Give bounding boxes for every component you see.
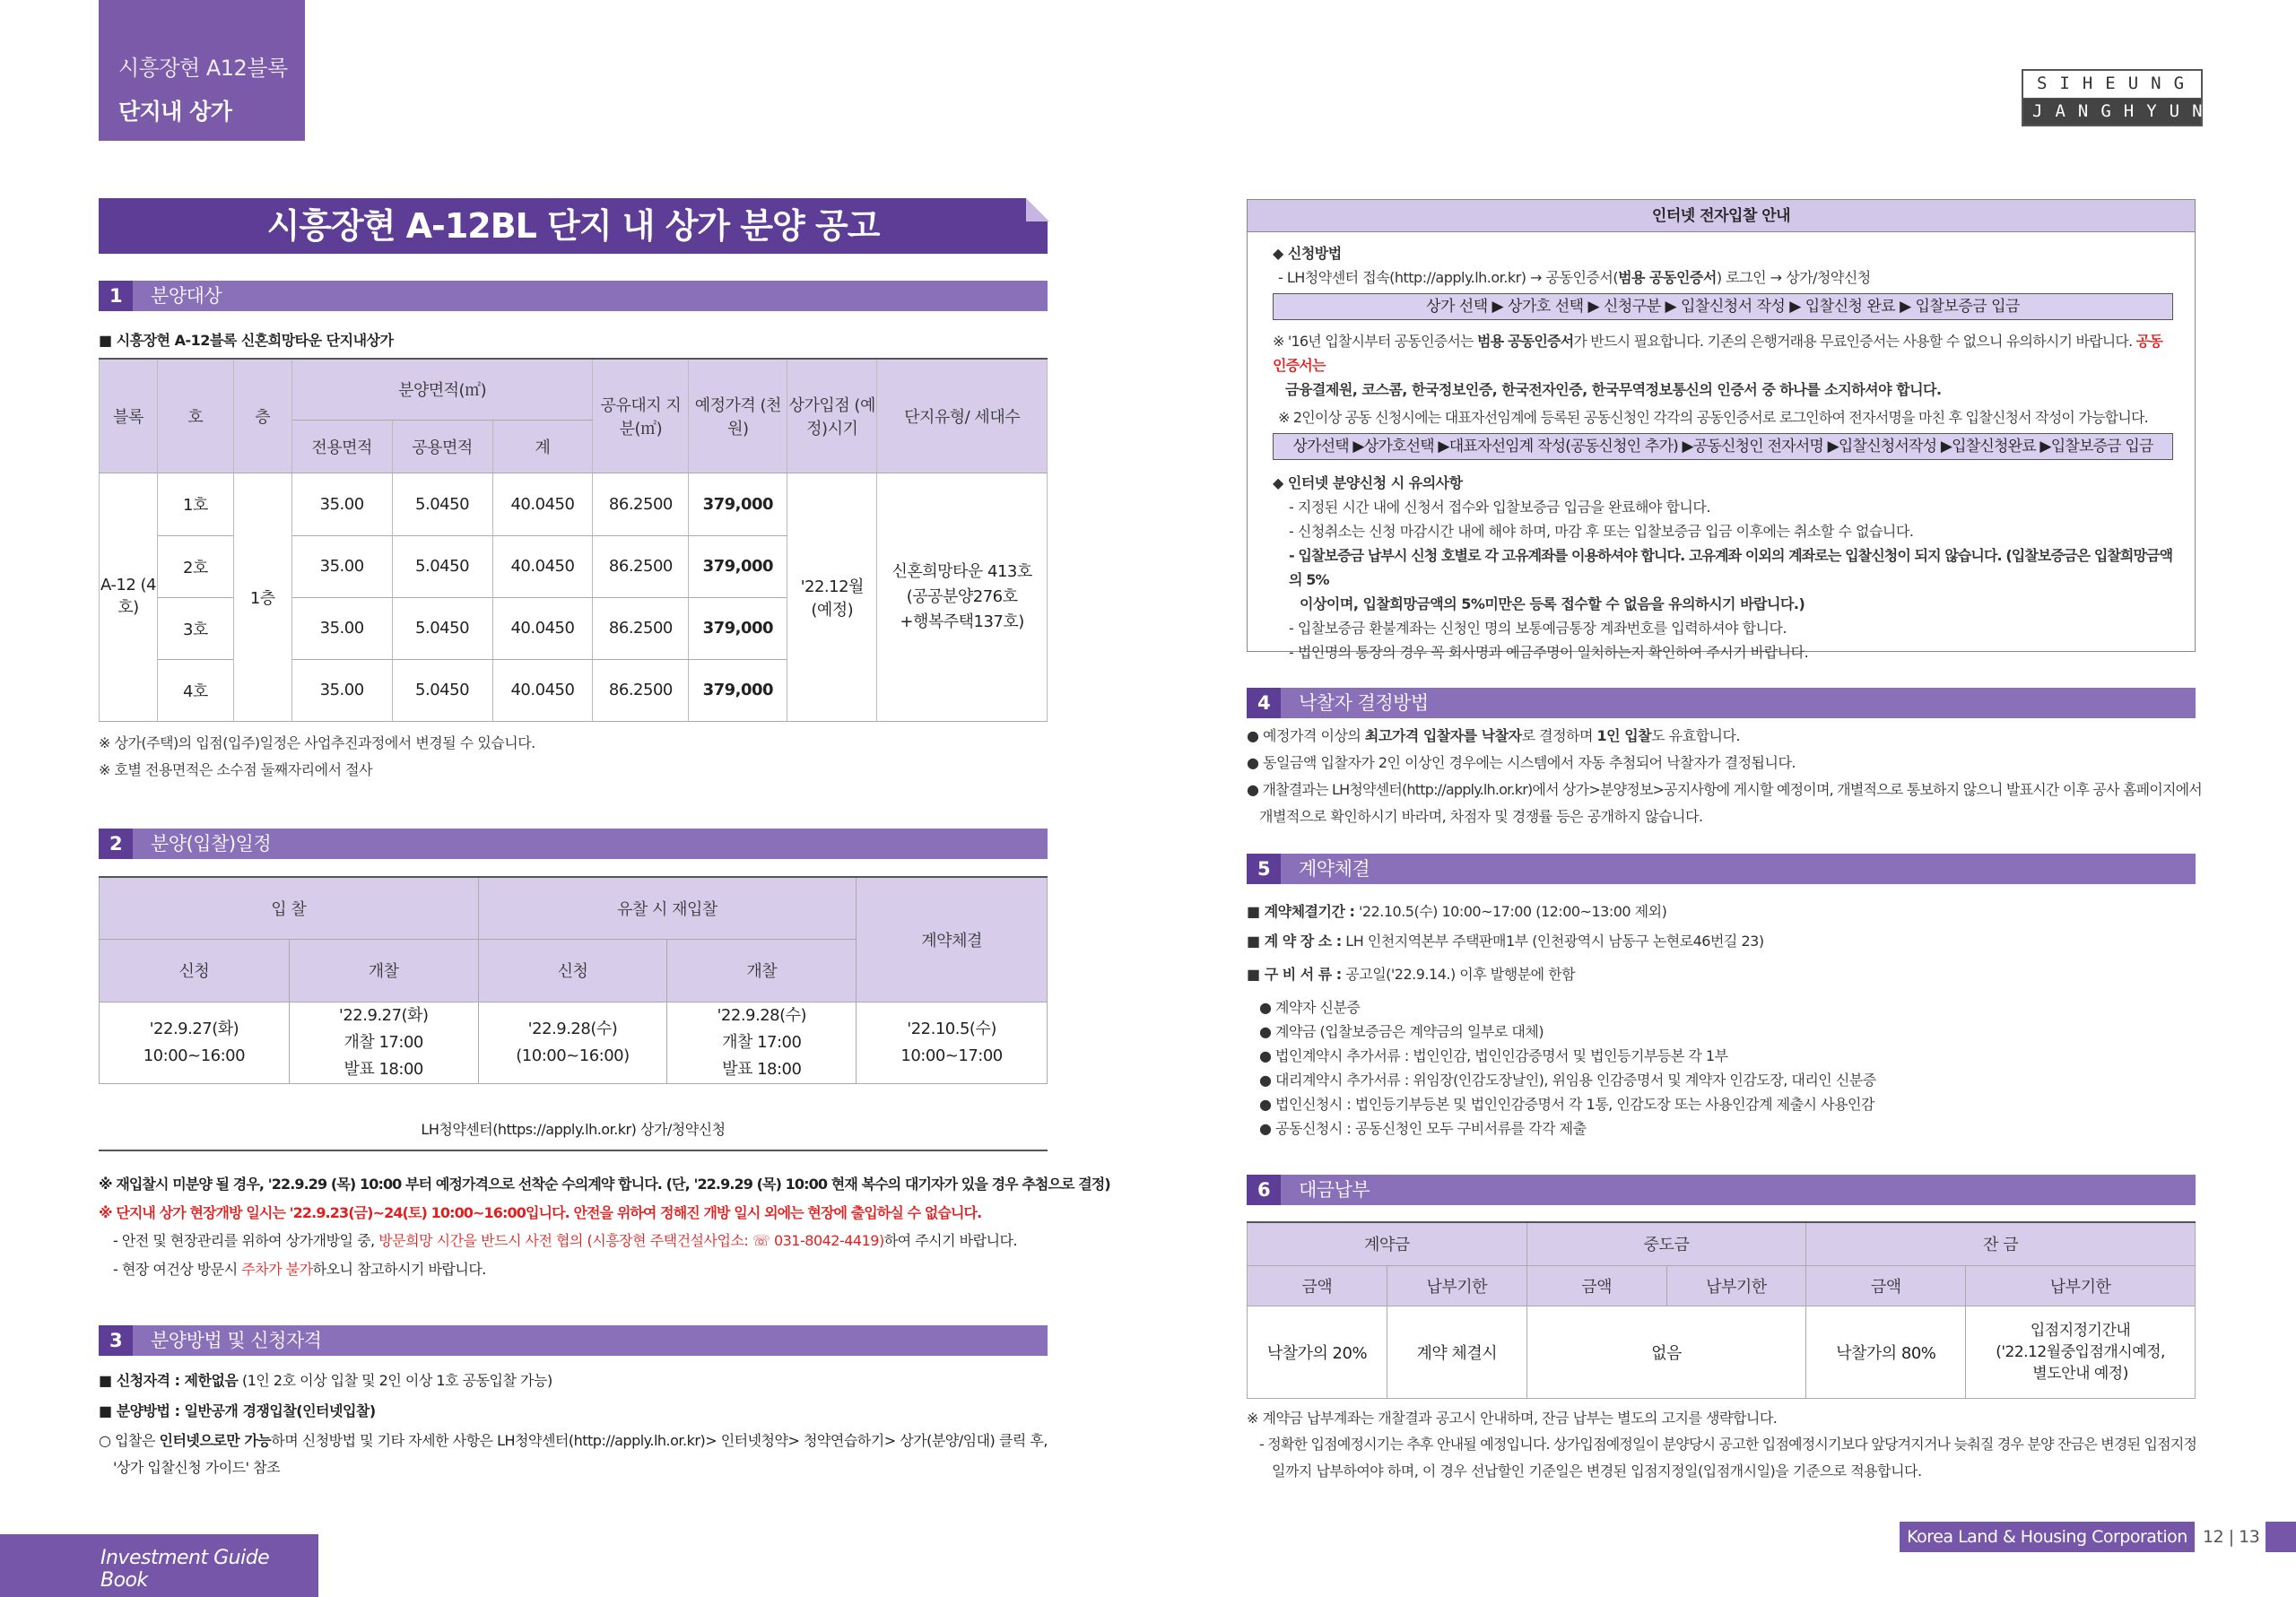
section-4-header: 4 낙찰자 결정방법 xyxy=(1247,688,2196,718)
s5-place: ■ 계 약 장 소 : LH 인천지역본부 주택판매1부 (인천광역시 남동구 논현로46번길 23) xyxy=(1247,933,1764,950)
badge-title: 단지내 상가 xyxy=(118,99,232,125)
s5-docs: ■ 구 비 서 류 : 공고일('22.9.14.) 이후 발행분에 한함 xyxy=(1247,966,1576,983)
table-row: 낙찰가의 20% 계약 체결시 없음 낙찰가의 80% 입점지정기간내 ('22.12월중입점개시예정, 별도안내 예정) xyxy=(1248,1306,2196,1398)
footer-corner-decoration xyxy=(2266,1522,2296,1552)
s6-note-3: 일까지 납부하여야 하며, 이 경우 선납할인 기준일은 변경된 입점지정일(입점개시일)을 기준으로 적용합니다. xyxy=(1272,1462,1922,1480)
sale-target-table: 블록 호 층 분양면적(㎡) 공유대지 지분(㎡) 예정가격 (천원) 상가입점 (예정)시기 단지유형/ 세대수 전용면적 공용면적 계 A-12 (4호) 1호 1층 35.00 5.0450 40.0450 86.2500 379,000 '22.12월 (예정) 신혼희망타운 413호 (공공분양276호 +행복주택137호) 2호 35.00 5.0450 40.0450 86.2500 379,000 3호 35.00 5.0450 40.0450 86.2500 379,000 4호 35.00 5.0450 40.0450 86.2500 379,000 xyxy=(99,358,1048,722)
s4-bullet-3-cont: 개별적으로 확인하시기 바라며, 차점자 및 경쟁률 등은 공개하지 않습니다. xyxy=(1259,808,1703,825)
apply-flow-bar: 상가 선택 ▶ 상가호 선택 ▶ 신청구분 ▶ 입찰신청서 작성 ▶ 입찰신청 완료 ▶ 입찰보증금 입금 xyxy=(1273,293,2173,320)
section-3-header: 3 분양방법 및 신청자격 xyxy=(99,1325,1048,1356)
page-number: 12 | 13 xyxy=(2203,1527,2260,1547)
table-row: 4호 35.00 5.0450 40.0450 86.2500 379,000 xyxy=(100,659,1048,721)
table-row: 2호 35.00 5.0450 40.0450 86.2500 379,000 xyxy=(100,535,1048,597)
title-fold-decoration xyxy=(1026,198,1049,221)
footer-org: Korea Land & Housing Corporation xyxy=(1900,1522,2195,1552)
section-1-header: 1 분양대상 xyxy=(99,281,1048,311)
s6-note-2: - 정확한 입점예정시기는 추후 안내될 예정입니다. 상가입점예정일이 분양당시 공고한 입점예정시기보다 앞당겨지거나 늦춰질 경우 분양 잔금은 변경된 입점지정 xyxy=(1259,1436,2197,1453)
s3-line-1: ■ 신청자격 : 제한없음 (1인 2호 이상 입찰 및 2인 이상 1호 공동입찰 가능) xyxy=(99,1372,552,1389)
list-item: ● 공동신청시 : 공동신청인 모두 구비서류를 각각 제출 xyxy=(1259,1120,1587,1137)
schedule-table: 입 찰 유찰 시 재입찰 계약체결 신청 개찰 신청 개찰 '22.9.27(화) 10:00~16:00 '22.9.27(화) 개찰 17:00 발표 18:00 '22.9.28(수) (10:00~16:00) '22.9.28(수) 개찰 17:00 발표 18:00 '22.10.5(수) 10:00~17:00 xyxy=(99,876,1048,1084)
list-item: ● 법인계약시 추가서류 : 법인인감, 법인인감증명서 및 법인등기부등본 각 1부 xyxy=(1259,1047,1728,1064)
s3-line-4: '상가 입찰신청 가이드' 참조 xyxy=(113,1459,281,1476)
s5-doc-list xyxy=(1259,995,1876,1141)
table-row: '22.9.27(화) 10:00~16:00 '22.9.27(화) 개찰 17:00 발표 18:00 '22.9.28(수) (10:00~16:00) '22.9.28(수) 개찰 17:00 발표 18:00 '22.10.5(수) 10:00~17:00 xyxy=(100,1002,1048,1083)
s4-bullet-1: ● 예정가격 이상의 최고가격 입찰자를 낙찰자로 결정하며 1인 입찰도 유효합니다. xyxy=(1247,727,1741,744)
page-title: 시흥장현 A-12BL 단지 내 상가 분양 공고 xyxy=(99,198,1048,254)
s3-line-3: ○ 입찰은 인터넷으로만 가능하며 신청방법 및 기타 자세한 사항은 LH청약센터(http://apply.lh.or.kr)> 인터넷청약> 청약연습하기> 상가(분양/임대) 클릭 후, xyxy=(99,1432,1048,1449)
s1-note-2: ※ 호별 전용면적은 소수점 둘째자리에서 절사 xyxy=(99,761,373,778)
badge-location: 시흥장현 A12블록 xyxy=(118,56,288,81)
section-badge xyxy=(99,0,305,141)
s1-subtitle: ■ 시흥장현 A-12블록 신혼희망타운 단지내상가 xyxy=(99,332,394,349)
s5-period: ■ 계약체결기간 : '22.10.5(수) 10:00~17:00 (12:00~13:00 제외) xyxy=(1247,903,1667,920)
list-item: ● 계약자 신분증 xyxy=(1259,999,1361,1016)
s2-note-1: ※ 재입찰시 미분양 될 경우, '22.9.29 (목) 10:00 부터 예정가격으로 선착순 수의계약 합니다. (단, '22.9.29 (목) 10:00 현재 복수의 대기자가 있을 경우 추첨으로 결정) xyxy=(99,1176,1110,1193)
s6-note-1: ※ 계약금 납부계좌는 개찰결과 공고시 안내하며, 잔금 납부는 별도의 고지를 생략합니다. xyxy=(1247,1410,1778,1427)
siheung-logo: SIHEUNG JANGHYUN xyxy=(2022,69,2203,126)
joint-apply-flow-bar: 상가선택 ▶상가호선택 ▶대표자선임계 작성(공동신청인 추가) ▶공동신청인 전자서명 ▶입찰신청서작성 ▶입찰신청완료 ▶입찰보증금 입금 xyxy=(1273,433,2173,460)
section-2-header: 2 분양(입찰)일정 xyxy=(99,829,1048,859)
list-item: ● 법인신청시 : 법인등기부등본 및 법인인감증명서 각 1통, 인감도장 또는 사용인감계 제출시 사용인감 xyxy=(1259,1096,1874,1113)
list-item: ● 계약금 (입찰보증금은 계약금의 일부로 대체) xyxy=(1259,1023,1544,1040)
section-5-header: 5 계약체결 xyxy=(1247,854,2196,884)
s2-caption: LH청약센터(https://apply.lh.or.kr) 상가/청약신청 xyxy=(99,1118,1048,1151)
internet-bidding-title: 인터넷 전자입찰 안내 xyxy=(1248,200,2195,232)
s2-note-2: ※ 단지내 상가 현장개방 일시는 '22.9.23(금)~24(토) 10:00~16:00입니다. 안전을 위하여 정해진 개방 일시 외에는 현장에 출입하실 수 없습니다. xyxy=(99,1204,982,1221)
table-row: 3호 35.00 5.0450 40.0450 86.2500 379,000 xyxy=(100,597,1048,659)
s3-line-2: ■ 분양방법 : 일반공개 경쟁입찰(인터넷입찰) xyxy=(99,1402,376,1419)
table-row: A-12 (4호) 1호 1층 35.00 5.0450 40.0450 86.2500 379,000 '22.12월 (예정) 신혼희망타운 413호 (공공분양276호 +행복주택137호) xyxy=(100,473,1048,535)
payment-table: 계약금 중도금 잔 금 금액 납부기한 금액 납부기한 금액 납부기한 낙찰가의 20% 계약 체결시 없음 낙찰가의 80% 입점지정기간내 ('22.12월중입점개시예정, 별도안내 예정) xyxy=(1247,1221,2196,1399)
section-6-header: 6 대금납부 xyxy=(1247,1175,2196,1205)
list-item: ● 대리계약시 추가서류 : 위임장(인감도장날인), 위임용 인감증명서 및 계약자 인감도장, 대리인 신분증 xyxy=(1259,1072,1876,1089)
s4-bullet-3: ● 개찰결과는 LH청약센터(http://apply.lh.or.kr)에서 상가>분양정보>공지사항에 게시할 예정이며, 개별적으로 통보하지 않으니 발표시간 이후 공사 홈페이지에서 xyxy=(1247,781,2202,798)
s4-bullet-2: ● 동일금액 입찰자가 2인 이상인 경우에는 시스템에서 자동 추첨되어 낙찰자가 결정됩니다. xyxy=(1247,754,1796,771)
footer-guidebook: Investment Guide Book xyxy=(0,1534,318,1597)
internet-bidding-box: 인터넷 전자입찰 안내 ◆ 신청방법 - LH청약센터 접속(http://apply.lh.or.kr) → 공동인증서(범용 공동인증서) 로그인 → 상가/청약신청 상가 선택 ▶ 상가호 선택 ▶ 신청구분 ▶ 입찰신청서 작성 ▶ 입찰신청 완료 ▶ 입찰보증금 입금 ※ '16년 입찰시부터 공동인증서는 범용 공동인증서가 반드시 필요합니다. 기존의 은행거래용 무료인증서는 사용할 수 없으니 유의하시기 바랍니다. 공동인증서는 금융결제원, 코스콤, 한국정보인증, 한국전자인증, 한국무역정보통신의 인증서 중 하나를 소지하셔야 합니다. ※ 2인이상 공동 신청시에는 대표자선임계에 등록된 공동신청인 각각의 공동인증서로 로그인하여 전자서명을 마친 후 입찰신청서 작성이 가능합니다. 상가선택 ▶상가호선택 ▶대표자선임계 작성(공동신청인 추가) ▶공동신청인 전자서명 ▶입찰신청서작성 ▶입찰신청완료 ▶입찰보증금 입금 ◆ 인터넷 분양신청 시 유의사항 - 지정된 시간 내에 신청서 접수와 입찰보증금 입금을 완료해야 합니다. - 신청취소는 신청 마감시간 내에 해야 하며, 마감 후 또는 입찰보증금 입금 이후에는 취소할 수 없습니다. - 입찰보증금 납부시 신청 호별로 각 고유계좌를 이용하셔야 합니다. 고유계좌 이외의 계좌로는 입찰신청이 되지 않습니다. (입찰보증금은 입찰희망금액의 5% 이상이며, 입찰희망금액의 5%미만은 등록 접수할 수 없음을 유의하시기 바랍니다.) - 입찰보증금 환불계좌는 신청인 명의 보통예금통장 계좌번호를 입력하셔야 합니다. - 법인명의 통장의 경우 꼭 회사명과 예금주명이 일치하는지 확인하여 주시기 바랍니다. xyxy=(1247,199,2196,652)
s2-note-3: - 안전 및 현장관리를 위하여 상가개방일 중, 방문희망 시간을 반드시 사전 협의 (시흥장현 주택건설사업소: ☏ 031-8042-4419)하여 주시기 바랍니다. xyxy=(113,1232,1018,1249)
s2-note-4: - 현장 여건상 방문시 주차가 불가하오니 참고하시기 바랍니다. xyxy=(113,1261,486,1278)
s1-note-1: ※ 상가(주택)의 입점(입주)일정은 사업추진과정에서 변경될 수 있습니다. xyxy=(99,734,535,751)
